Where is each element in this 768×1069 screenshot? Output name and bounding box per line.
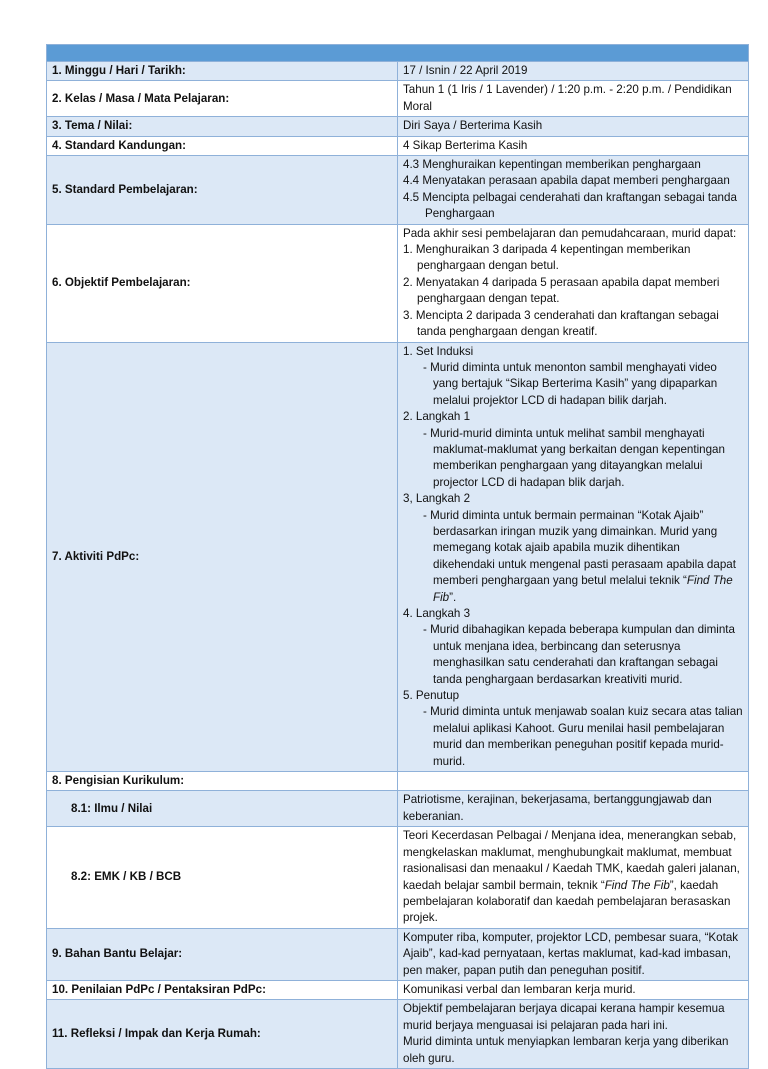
row-label: 9. Bahan Bantu Belajar: [47,928,398,980]
row-label: 2. Kelas / Masa / Mata Pelajaran: [47,81,398,117]
row-value [398,156,749,225]
row-assessment [47,980,749,999]
objective-intro: Pada akhir sesi pembelajaran dan pemudahcaraan, murid dapat: [403,226,737,240]
row-label: 8. Pengisian Kurikulum: [47,772,398,791]
row-label: 6. Objektif Pembelajaran: [47,224,398,342]
row-class-time-subject [47,81,749,117]
activity-text: - Murid diminta untuk bermain permainan “Kotak Ajaib” berdasarkan iringan muzik yang dimainkan. Murid yang memegang kotak ajaib apabila muzik dihentikan dikehendaki untuk mengenal pasti perasaam apabila dapat memberi penghargaan yang betul melalui teknik “ [423,508,736,588]
row-value [398,342,749,772]
activity-body: - Murid dibahagikan kepada beberapa kumpulan dan diminta untuk menjana idea, berbincang dan seterusnya menghasilkan satu cenderahati dan kraftangan sebagai tanda penghargaan berdasarkan kreativiti murid. [423,623,735,686]
row-theme-value [47,117,749,136]
row-value: 17 / Isnin / 22 April 2019 [398,62,749,81]
homework-text: Murid diminta untuk menyiapkan lembaran kerja yang diberikan oleh guru. [403,1035,729,1065]
row-label: 7. Aktiviti PdPc: [47,342,398,772]
activity-heading: 1. Set Induksi [403,344,474,358]
row-value [398,772,749,791]
row-reflection [47,1000,749,1069]
row-text-italic: Find The Fib [604,878,670,892]
activity-body: - Murid diminta untuk menjawab soalan kuiz secara atas talian melalui aplikasi Kahoot. Guru menilai hasil pembelajaran murid dan memberikan peneguhan positif kepada murid-murid. [423,705,743,768]
row-label: 4. Standard Kandungan: [47,136,398,155]
row-emk-kb-bcb [47,827,749,928]
reflection-text: Objektif pembelajaran berjaya dicapai kerana hampir kesemua murid berjaya menguasai isi pelajaran pada hari ini. [403,1002,725,1032]
row-value: 4 Sikap Berterima Kasih [398,136,749,155]
row-value: Komputer riba, komputer, projektor LCD, pembesar suara, “Kotak Ajaib”, kad-kad pernyataan, kertas maklumat, kad-kad imbasan, pen maker, papan putih dan peneguhan positif. [398,928,749,980]
row-value [398,224,749,342]
activity-heading: 3, Langkah 2 [403,492,471,506]
row-value: Tahun 1 (1 Iris / 1 Lavender) / 1:20 p.m. - 2:20 p.m. / Pendidikan Moral [398,81,749,117]
row-text: Teori Kecerdasan Pelbagai / Menjana idea, menerangkan sebab, mengkelaskan maklumat, menghubungkait maklumat, membuat rasionalisasi dan menaakul / Kaedah TMK, kaedah galeri jalanan, kaedah belajar sambil bermain, teknik “ [403,829,740,892]
row-content-standard [47,136,749,155]
activity-text: ”. [449,590,457,604]
row-learning-standard [47,156,749,225]
row-label: 8.1: Ilmu / Nilai [47,791,398,827]
row-activities [47,342,749,772]
standard-item: 4.3 Menghuraikan kepentingan memberikan penghargaan [403,158,701,172]
objective-item: 2. Menyatakan 4 daripada 5 perasaan apabila dapat memberi penghargaan dengan tepat. [403,275,720,306]
row-value: Patriotisme, kerajinan, bekerjasama, bertanggungjawab dan keberanian. [398,791,749,827]
row-curriculum [47,772,749,791]
row-label: 3. Tema / Nilai: [47,117,398,136]
header-band [47,45,749,62]
row-label: 11. Refleksi / Impak dan Kerja Rumah: [47,1000,398,1069]
activity-body [403,508,743,606]
row-knowledge-values [47,791,749,827]
activity-heading: 2. Langkah 1 [403,410,471,424]
activity-heading: 4. Langkah 3 [403,607,471,620]
row-learning-objectives [47,224,749,342]
row-label: 5. Standard Pembelajaran: [47,156,398,225]
standard-item: 4.4 Menyatakan perasaan apabila dapat memberi penghargaan [403,174,730,188]
activity-body: - Murid diminta untuk menonton sambil menghayati video yang bertajuk “Sikap Berterima Kasih” yang dipaparkan melalui projektor LCD di hadapan bilik darjah. [423,360,718,407]
activity-text-italic: Find The Fib [433,574,733,604]
row-text: ”, kaedah pembelajaran kolaboratif dan kaedah pembelajaran berasaskan projek. [403,878,731,925]
activity-heading: 5. Penutup [403,689,460,703]
row-value [398,827,749,928]
standard-item: 4.5 Mencipta pelbagai cenderahati dan kraftangan sebagai tanda Penghargaan [403,190,737,221]
activity-body: - Murid-murid diminta untuk melihat sambil menghayati maklumat-maklumat yang berkaitan dengan kepentingan memberikan penghargaan yang ditayangkan melalui projector LCD di hadapan blik darjah. [423,426,725,489]
row-label: 8.2: EMK / KB / BCB [47,827,398,928]
row-week-day-date [47,62,749,81]
row-label: 10. Penilaian PdPc / Pentaksiran PdPc: [47,980,398,999]
row-value [398,1000,749,1069]
row-value: Diri Saya / Berterima Kasih [398,117,749,136]
objective-item: 1. Menghuraikan 3 daripada 4 kepentingan memberikan penghargaan dengan betul. [403,243,691,273]
row-label: 1. Minggu / Hari / Tarikh: [47,62,398,81]
row-teaching-aids [47,928,749,980]
objective-item: 3. Mencipta 2 daripada 3 cenderahati dan kraftangan sebagai tanda penghargaan dengan kreatif. [403,308,719,339]
lesson-plan-table [46,44,749,1069]
row-value: Komunikasi verbal dan lembaran kerja murid. [398,980,749,999]
